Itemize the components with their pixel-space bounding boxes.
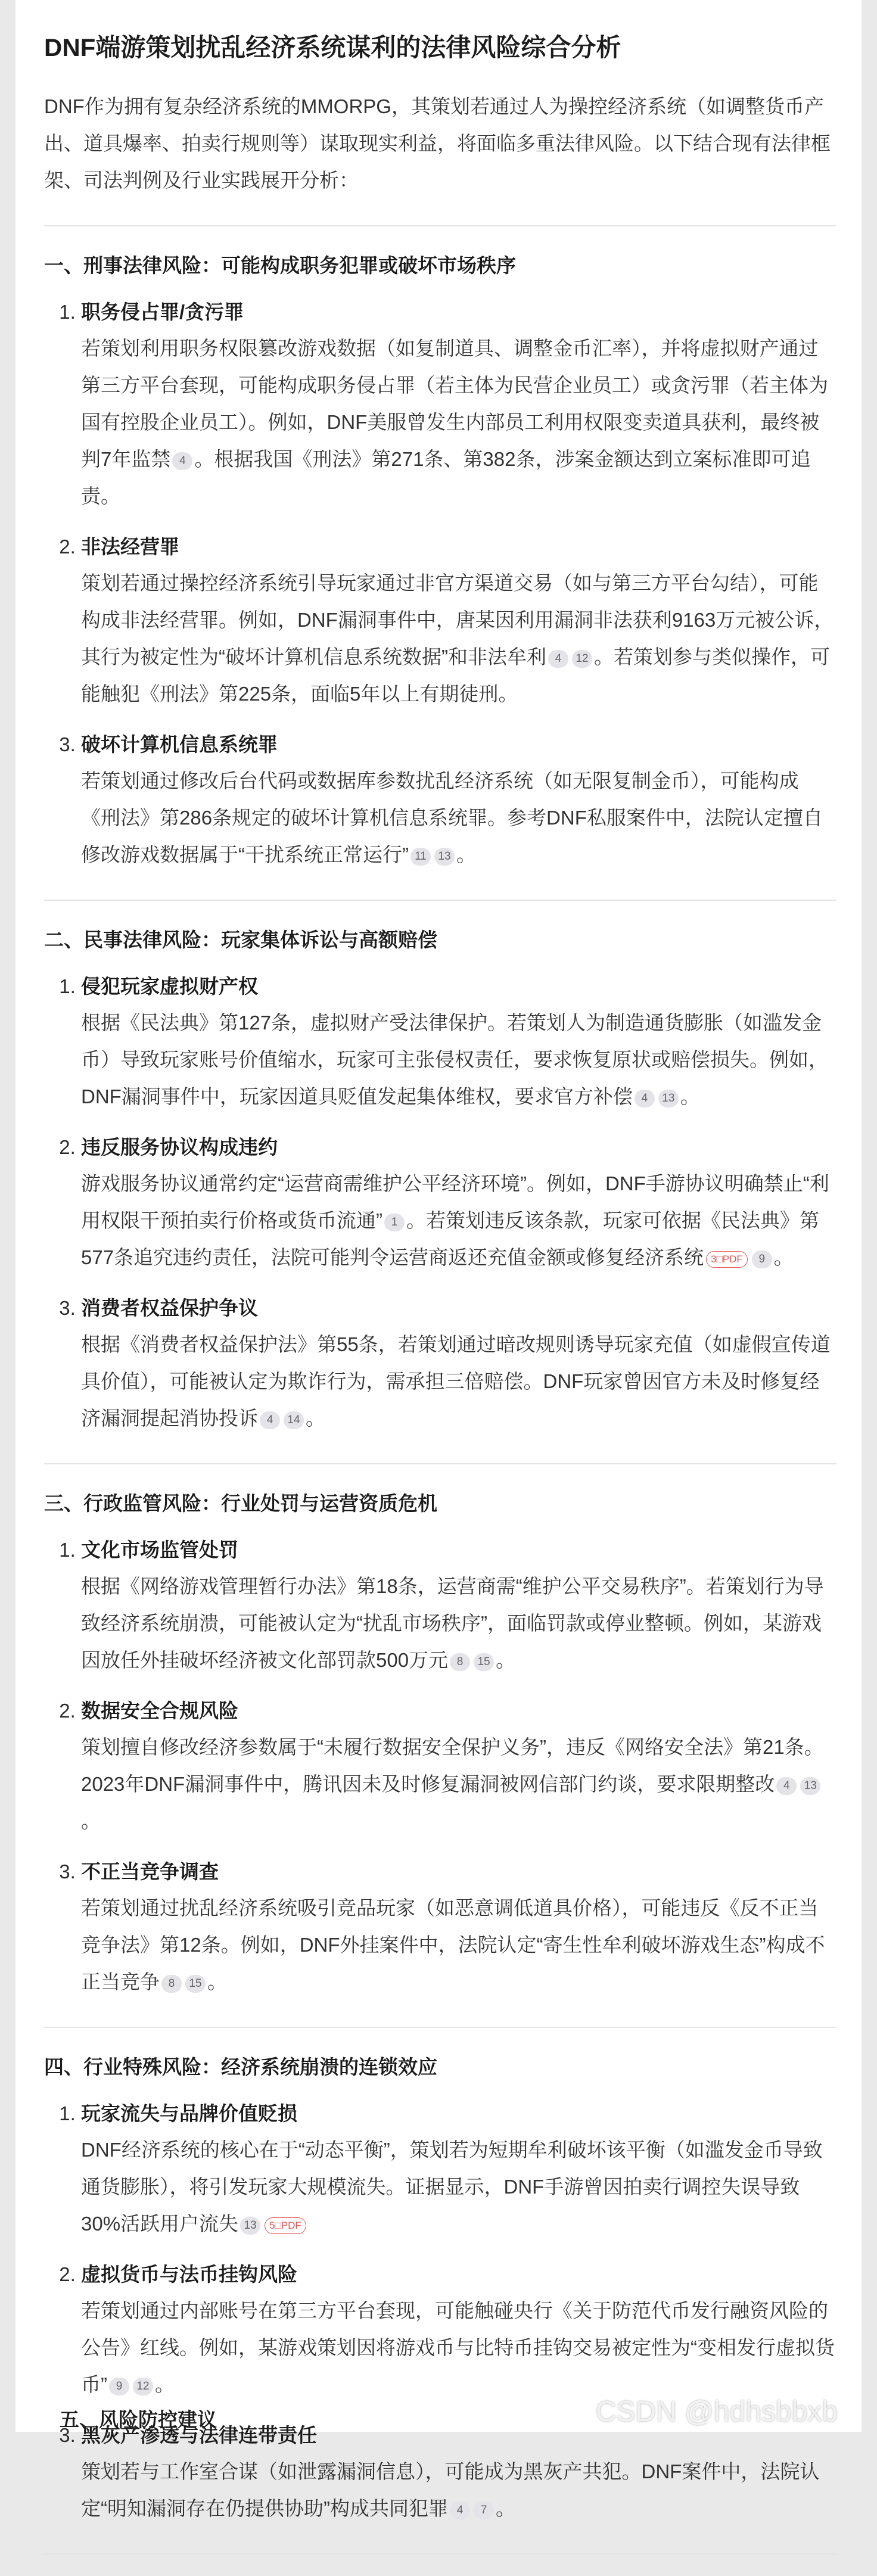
item-body-text: 。	[680, 1085, 700, 1107]
section-item-list	[44, 2096, 836, 2527]
section-divider	[44, 2027, 836, 2028]
citation-badge[interactable]: 12	[572, 650, 592, 668]
citation-badge[interactable]: 13	[240, 2217, 260, 2235]
list-item	[81, 727, 836, 873]
item-title: 2. 非法经营罪	[81, 536, 179, 558]
item-body-text: 游戏服务协议通常约定“运营商需维护公平经济环境”。例如，DNF手游协议明确禁止“利用权限干预拍卖行价格或货币流通”	[81, 1172, 829, 1231]
pdf-source-tag[interactable]: 5□PDF	[265, 2217, 306, 2234]
item-title: 3. 不正当竞争调查	[81, 1861, 219, 1883]
item-body-text: 。	[306, 1407, 325, 1429]
item-body	[81, 2292, 836, 2403]
citation-badge[interactable]: 11	[410, 848, 431, 866]
citation-badge[interactable]: 4	[260, 1411, 280, 1429]
item-body-text: 。根据我国《刑法》第271条、第382条，涉案金额达到立案标准即可追责。	[81, 448, 811, 507]
citation-badge[interactable]: 15	[474, 1653, 494, 1671]
item-body-text: 根据《消费者权益保护法》第55条，若策划通过暗改规则诱导玩家充值（如虚假宣传道具价值），可能被认定为欺诈行为，需承担三倍赔偿。DNF玩家曾因官方未及时修复经济漏洞提起消协投诉	[81, 1333, 831, 1429]
section-divider	[44, 2553, 836, 2555]
list-item	[81, 1693, 836, 1840]
item-title: 2. 虚拟货币与法币挂钩风险	[81, 2263, 297, 2285]
document-title: DNF端游策划扰乱经济系统谋利的法律风险综合分析	[44, 33, 621, 61]
list-item	[81, 2257, 836, 2403]
item-body-text: 。若策划参与类似操作，可能触犯《刑法》第225条，面临5年以上有期徒刑。	[81, 646, 830, 705]
section-divider	[44, 1463, 836, 1464]
citation-badge[interactable]: 1	[384, 1214, 405, 1231]
section-heading: 二、民事法律风险：玩家集体诉讼与高额赔偿	[44, 929, 437, 951]
item-body	[81, 1568, 836, 1679]
citation-badge[interactable]: 4	[635, 1090, 655, 1107]
item-title: 1. 职务侵占罪/贪污罪	[81, 301, 244, 323]
item-body	[81, 1890, 836, 2001]
section-heading: 三、行政监管风险：行业处罚与运营资质危机	[44, 1492, 437, 1514]
item-body	[81, 565, 836, 713]
item-body-text: 。	[496, 1649, 516, 1671]
section-item-list	[44, 969, 836, 1437]
section-divider	[44, 225, 836, 226]
list-item	[81, 1854, 836, 2001]
citation-badge[interactable]: 13	[658, 1090, 679, 1107]
item-body-text: 。	[155, 2373, 175, 2395]
section-item-list	[44, 294, 836, 873]
pdf-source-tag[interactable]: 3□PDF	[706, 1251, 748, 1268]
list-item	[81, 969, 836, 1115]
item-body-text: 。	[456, 844, 476, 866]
citation-badge[interactable]: 9	[109, 2378, 129, 2395]
list-item	[81, 529, 836, 713]
item-body-text: 根据《民法典》第127条，虚拟财产受法律保护。若策划人为制造通货膨胀（如滥发金币）导致玩家账号价值缩水，玩家可主张侵权责任，要求恢复原状或赔偿损失。例如，DNF漏洞事件中，玩家因道具贬值发起集体维权，要求官方补偿	[81, 1012, 828, 1107]
section-item-list	[44, 1532, 836, 2001]
citation-badge[interactable]: 13	[800, 1777, 820, 1795]
item-body-text: 。	[495, 2497, 515, 2519]
item-title: 2. 数据安全合规风险	[81, 1700, 238, 1722]
item-body-text: DNF经济系统的核心在于“动态平衡”，策划若为短期牟利破坏该平衡（如滥发金币导致通货膨胀），将引发玩家大规模流失。证据显示，DNF手游曾因拍卖行调控失误导致30%活跃用户流失	[81, 2139, 823, 2235]
list-item	[81, 1290, 836, 1437]
citation-badge[interactable]: 13	[434, 848, 455, 866]
intro-paragraph: DNF作为拥有复杂经济系统的MMORPG，其策划若通过人为操控经济系统（如调整货币产出、道具爆率、拍卖行规则等）谋取现实利益，将面临多重法律风险。以下结合现有法律框架、司法判例及行业实践展开分析：	[44, 95, 831, 191]
list-item	[81, 1130, 836, 1276]
citation-badge[interactable]: 14	[284, 1411, 304, 1429]
document-content	[44, 30, 836, 2576]
item-body	[81, 330, 836, 515]
item-body	[81, 1165, 836, 1276]
list-item	[81, 2096, 836, 2242]
item-body-text: 根据《网络游戏管理暂行办法》第18条，运营商需“维护公平交易秩序”。若策划行为导致经济系统崩溃，可能被认定为“扰乱市场秩序”，面临罚款或停业整顿。例如，某游戏因放任外挂破坏经济被文化部罚款500万元	[81, 1575, 824, 1671]
item-body-text: 若策划通过扰乱经济系统吸引竞品玩家（如恶意调低道具价格），可能违反《反不正当竞争法》第12条。例如，DNF外挂案件中，法院认定“寄生性牟利破坏游戏生态”构成不正当竞争	[81, 1897, 825, 1993]
item-body-text: 若策划通过修改后台代码或数据库参数扰乱经济系统（如无限复制金币），可能构成《刑法》第286条规定的破坏计算机信息系统罪。参考DNF私服案件中，法院认定擅自修改游戏数据属于“干扰系统正常运行”	[81, 770, 823, 866]
citation-badge[interactable]: 9	[752, 1250, 772, 1268]
item-title: 1. 侵犯玩家虚拟财产权	[81, 975, 258, 997]
item-title: 3. 消费者权益保护争议	[81, 1297, 258, 1319]
section-heading: 四、行业特殊风险：经济系统崩溃的连锁效应	[44, 2056, 437, 2078]
item-body-text: 若策划利用职务权限篡改游戏数据（如复制道具、调整金币汇率），并将虚拟财产通过第三方平台套现，可能构成职务侵占罪（若主体为民营企业员工）或贪污罪（若主体为国有控股企业员工）。例如，DNF美服曾发生内部员工利用权限变卖道具获利，最终被判7年监禁	[81, 337, 828, 470]
item-body	[81, 2453, 836, 2527]
item-title: 3. 破坏计算机信息系统罪	[81, 733, 278, 755]
citation-badge[interactable]: 15	[185, 1975, 206, 1993]
item-body-text: 若策划通过内部账号在第三方平台套现，可能触碰央行《关于防范代币发行融资风险的公告》红线。例如，某游戏策划因将游戏币与比特币挂钩交易被定性为“变相发行虚拟货币”	[81, 2300, 835, 2395]
item-body	[81, 1004, 836, 1115]
item-title: 1. 玩家流失与品牌价值贬损	[81, 2102, 297, 2124]
item-body-text: 。若策划违反该条款，玩家可依据《民法典》第577条追究违约责任，法院可能判令运营商返还充值金额或修复经济系统	[81, 1209, 819, 1268]
citation-badge[interactable]: 7	[474, 2502, 494, 2519]
item-body	[81, 763, 836, 873]
list-item	[81, 294, 836, 515]
citation-badge[interactable]: 8	[450, 1653, 470, 1671]
citation-badge[interactable]: 8	[161, 1975, 182, 1993]
document-sheet	[15, 0, 862, 2519]
item-body-text: 。	[81, 1810, 101, 1832]
partial-section-heading: 五、风险防控建议	[60, 2409, 217, 2431]
item-title: 3. 黑灰产渗透与法律连带责任	[81, 2424, 317, 2446]
citation-badge[interactable]: 4	[776, 1777, 797, 1795]
item-body	[81, 1729, 836, 1840]
section-divider	[44, 900, 836, 901]
citation-badge[interactable]: 4	[548, 650, 568, 668]
citation-badge[interactable]: 4	[450, 2502, 470, 2519]
citation-badge[interactable]: 12	[133, 2378, 153, 2395]
watermark: CSDN @hdhsbbxb	[595, 2396, 838, 2428]
item-body-text: 策划若与工作室合谋（如泄露漏洞信息），可能成为黑灰产共犯。DNF案件中，法院认定“明知漏洞存在仍提供协助”构成共同犯罪	[81, 2460, 820, 2519]
list-item	[81, 1532, 836, 1679]
item-body-text: 。	[773, 1246, 794, 1268]
item-title: 1. 文化市场监管处罚	[81, 1539, 238, 1561]
item-body	[81, 1326, 836, 1437]
item-body-text: 策划若通过操控经济系统引导玩家通过非官方渠道交易（如与第三方平台勾结），可能构成非法经营罪。例如，DNF漏洞事件中，唐某因利用漏洞非法获利9163万元被公诉，其行为被定性为“破坏计算机信息系统数据”和非法牟利	[81, 572, 834, 668]
item-body-text: 策划擅自修改经济参数属于“未履行数据安全保护义务”，违反《网络安全法》第21条。2023年DNF漏洞事件中，腾讯因未及时修复漏洞被网信部门约谈，要求限期整改	[81, 1736, 824, 1795]
item-body-text: 。	[207, 1971, 227, 1993]
item-title: 2. 违反服务协议构成违约	[81, 1136, 278, 1158]
section-heading: 一、刑事法律风险：可能构成职务犯罪或破坏市场秩序	[44, 254, 516, 276]
sections-container	[44, 225, 836, 2555]
item-body	[81, 2132, 836, 2242]
citation-badge[interactable]: 4	[172, 452, 192, 470]
